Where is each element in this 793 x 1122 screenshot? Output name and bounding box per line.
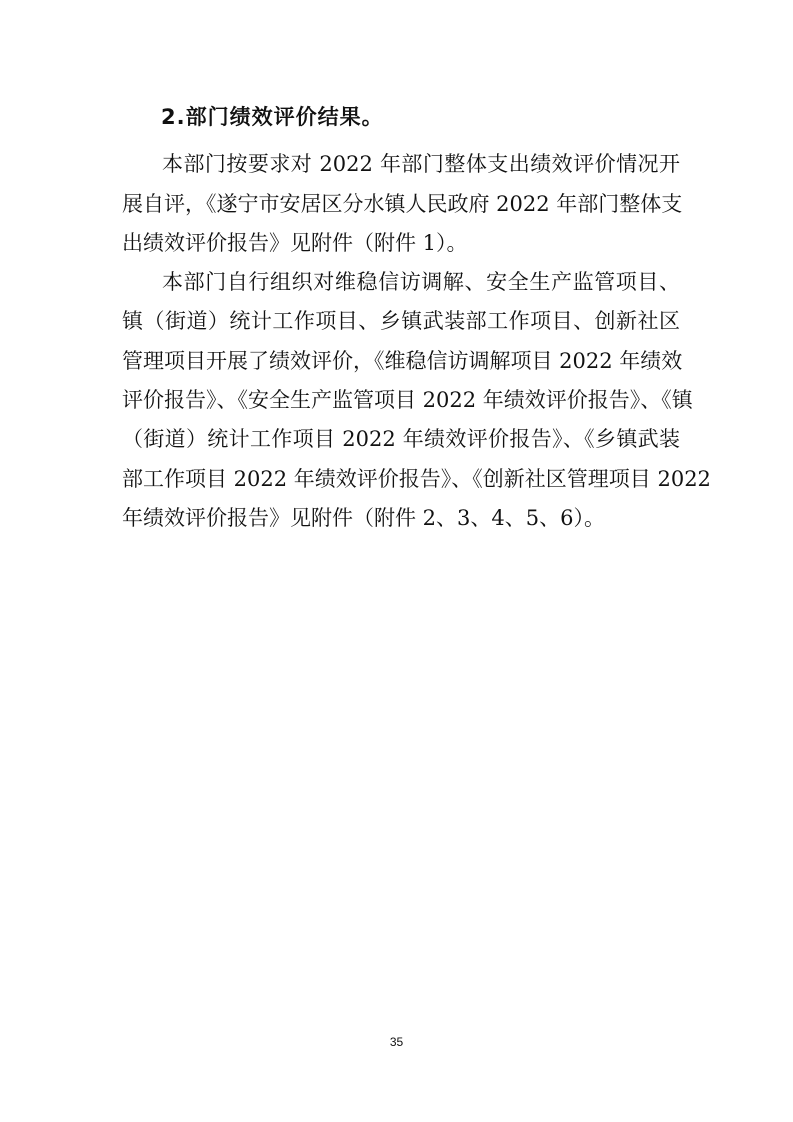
paragraph-line: 管理项目开展了绩效评价，《维稳信访调解项目 2022 年绩效 <box>122 349 683 373</box>
paragraph-line: （街道）统计工作项目 2022 年绩效评价报告》、《乡镇武装 <box>122 427 680 451</box>
paragraph-line: 评价报告》、《安全生产监管项目 2022 年绩效评价报告》、《镇 <box>122 388 693 412</box>
paragraph-line: 展自评，《遂宁市安居区分水镇人民政府 2022 年部门整体支 <box>122 192 683 216</box>
page-number: 35 <box>389 1035 404 1049</box>
paragraph-line: 年绩效评价报告》见附件（附件 2、3、4、5、6）。 <box>122 506 605 530</box>
paragraph-line: 本部门按要求对 2022 年部门整体支出绩效评价情况开 <box>162 152 680 176</box>
paragraph-line: 出绩效评价报告》见附件（附件 1）。 <box>122 231 468 255</box>
paragraph-line: 部工作项目 2022 年绩效评价报告》、《创新社区管理项目 2022 <box>122 467 711 491</box>
section-heading: 2.部门绩效评价结果。 <box>161 105 384 129</box>
paragraph-line: 本部门自行组织对维稳信访调解、安全生产监管项目、 <box>162 270 680 294</box>
paragraph-line: 镇（街道）统计工作项目、乡镇武装部工作项目、创新社区 <box>122 309 680 333</box>
